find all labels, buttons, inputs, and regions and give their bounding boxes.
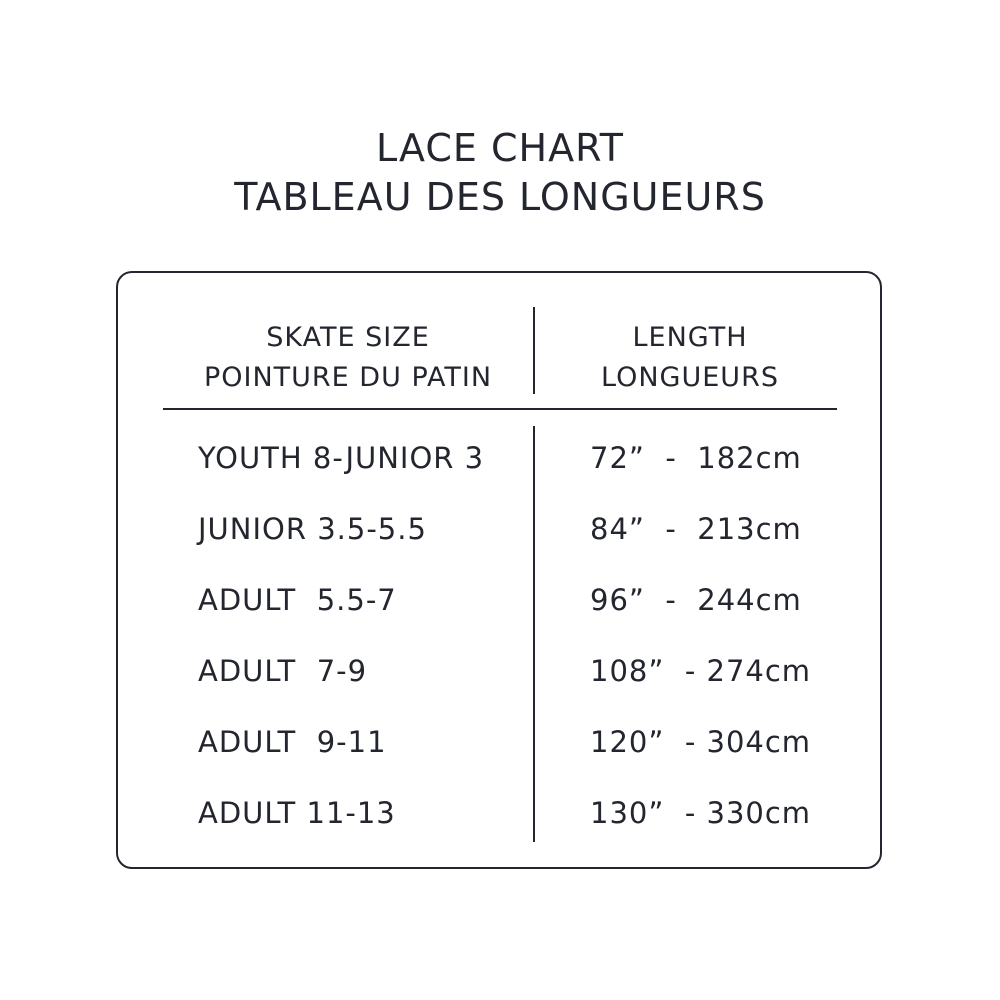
chart-subtitle: TABLEAU DES LONGUEURS — [234, 175, 766, 219]
table-row — [0, 651, 1000, 722]
skate-size-cell: ADULT 11-13 — [198, 796, 396, 830]
skate-size-header — [163, 318, 533, 398]
skate-size-cell: ADULT 5.5-7 — [198, 583, 397, 617]
length-header-en: LENGTH — [632, 322, 748, 353]
skate-size-header-fr: POINTURE DU PATIN — [203, 362, 493, 393]
lace-length-cell: 84” - 213cm — [590, 512, 802, 546]
table-row — [0, 509, 1000, 580]
lace-length-cell: 108” - 274cm — [590, 654, 812, 688]
lace-length-cell: 130” - 330cm — [590, 796, 812, 830]
header-divider — [163, 408, 837, 410]
table-body — [0, 438, 1000, 864]
lace-length-cell: 72” - 182cm — [590, 441, 802, 475]
lace-length-cell: 96” - 244cm — [590, 583, 802, 617]
skate-size-cell: JUNIOR 3.5-5.5 — [198, 512, 427, 546]
skate-size-cell: ADULT 7-9 — [198, 654, 368, 688]
table-row — [0, 793, 1000, 864]
length-header-fr: LONGUEURS — [601, 362, 779, 393]
skate-size-cell: ADULT 9-11 — [198, 725, 387, 759]
length-header — [535, 318, 845, 398]
skate-size-cell: YOUTH 8-JUNIOR 3 — [198, 441, 485, 475]
chart-title: LACE CHART — [376, 126, 624, 170]
table-row — [0, 580, 1000, 651]
lace-length-cell: 120” - 304cm — [590, 725, 812, 759]
skate-size-header-en: SKATE SIZE — [266, 322, 430, 353]
table-row — [0, 438, 1000, 509]
table-row — [0, 722, 1000, 793]
